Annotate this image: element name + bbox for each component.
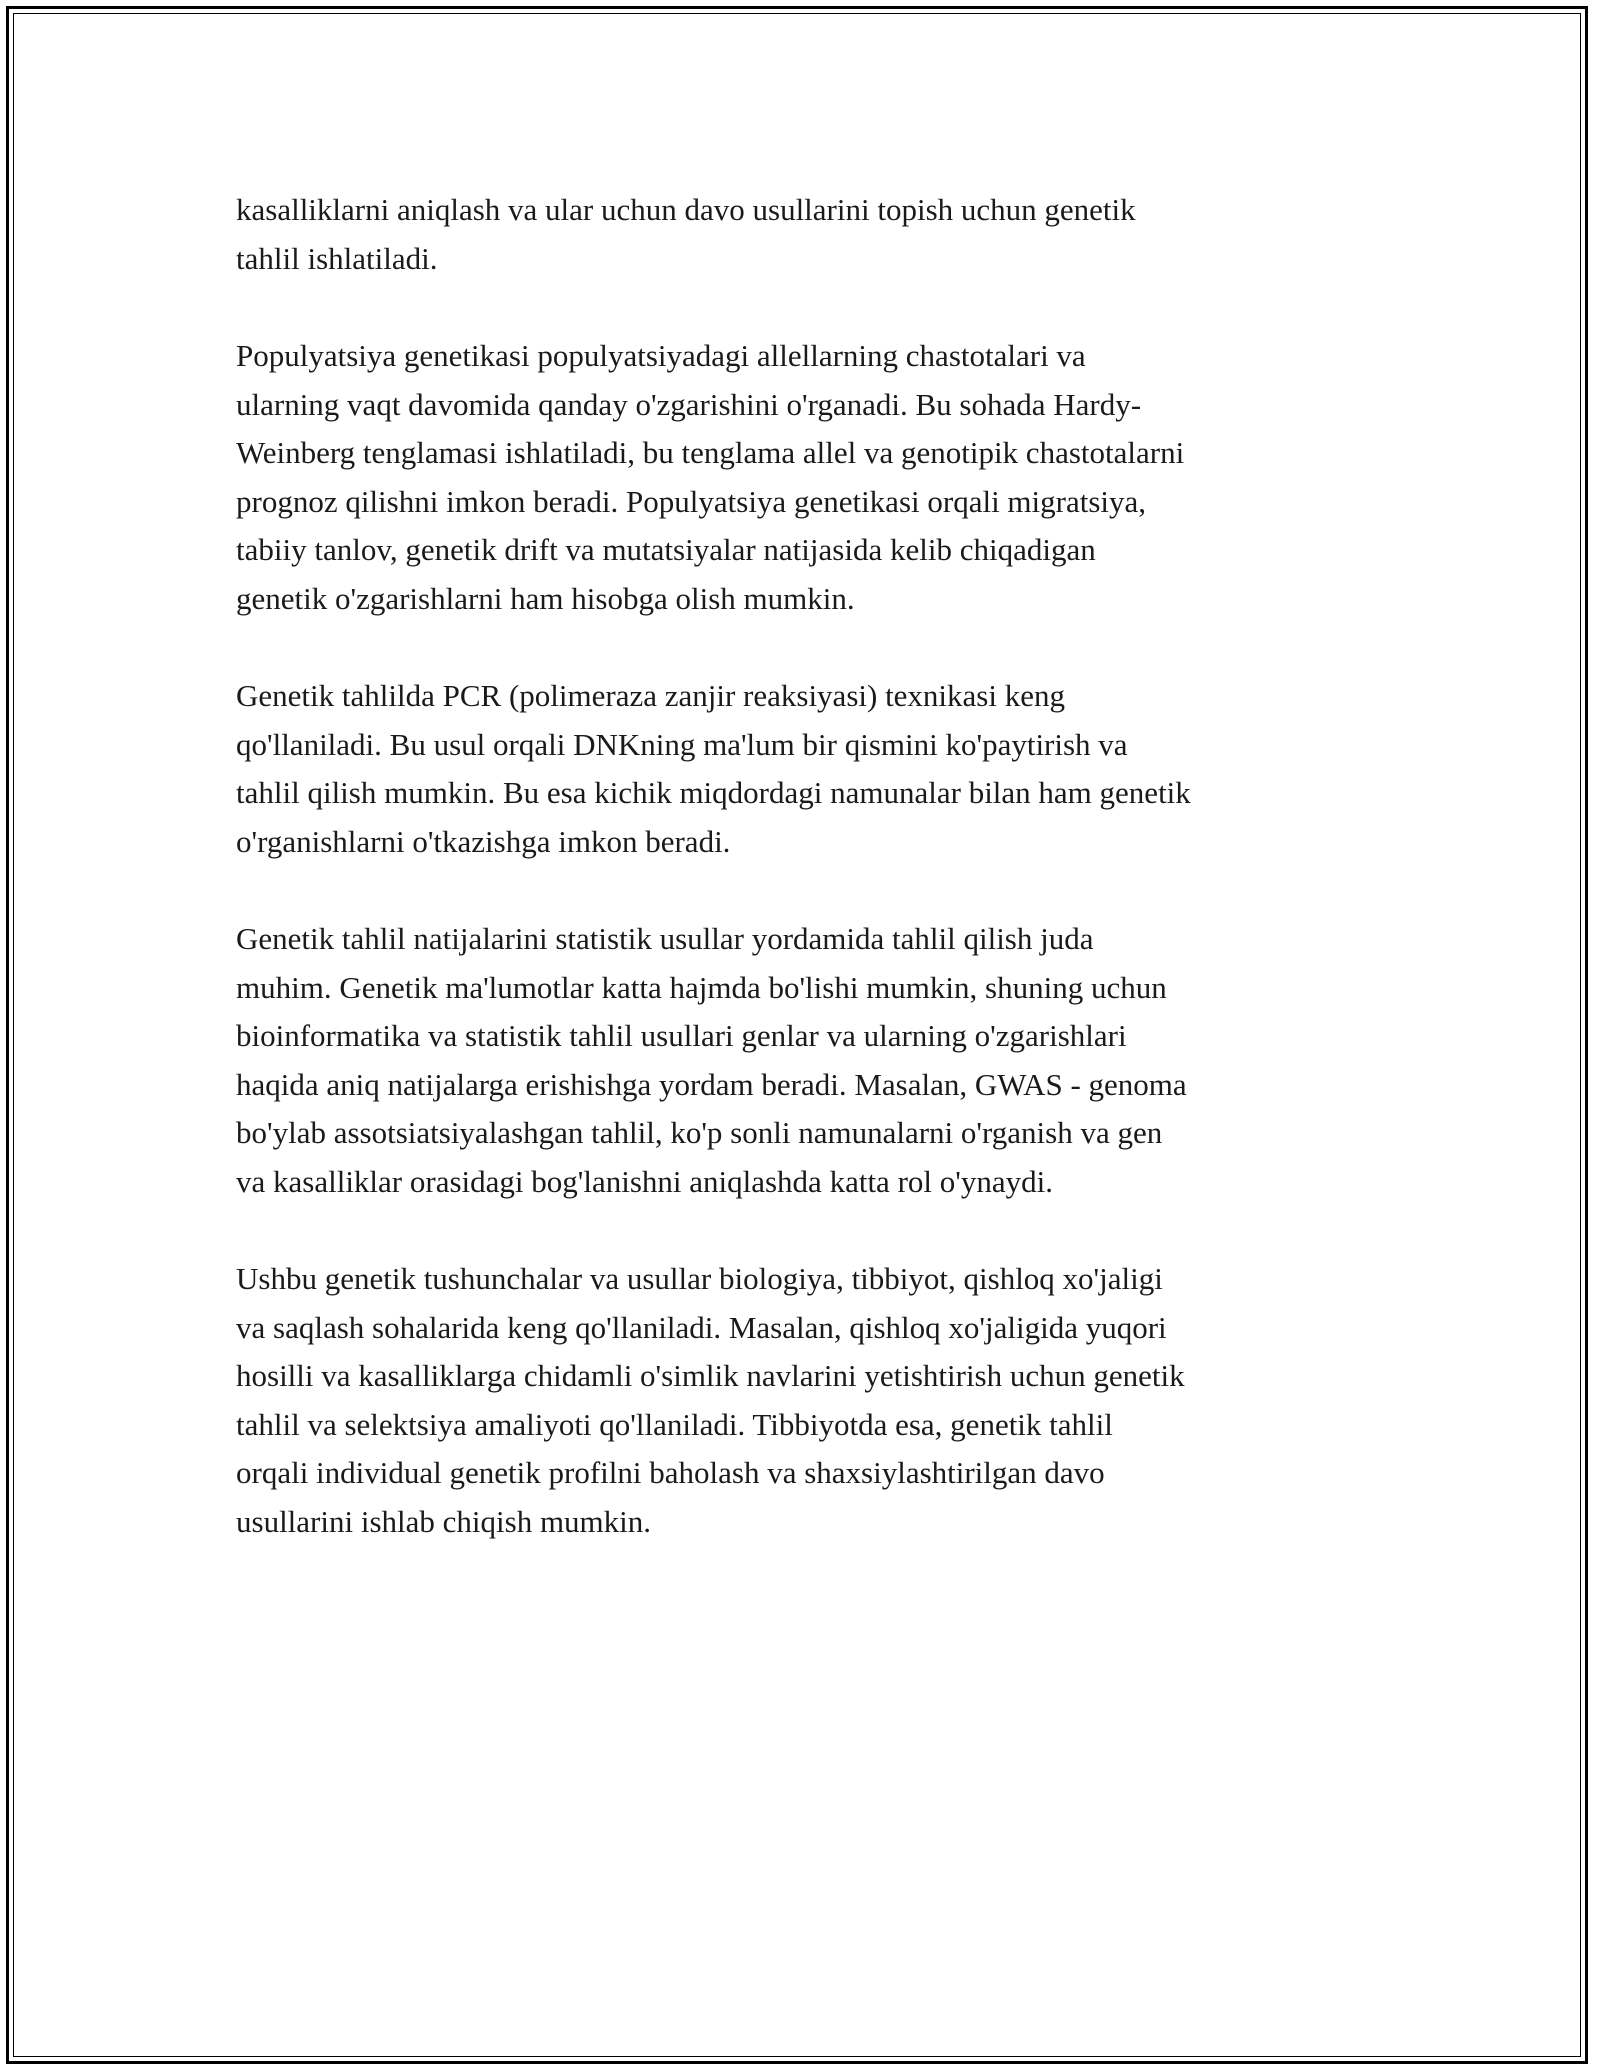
text-line: bo'ylab assotsiatsiyalashgan tahlil, ko'p sonli namunalarni o'rganish va gen xyxy=(236,1115,1163,1150)
paragraph-5 xyxy=(236,1255,1376,1546)
text-line: tahlil ishlatiladi. xyxy=(236,240,438,276)
text-line: orqali individual genetik profilni baholash va shaxsiylashtirilgan davo xyxy=(236,1455,1105,1490)
text-line: tahlil qilish mumkin. Bu esa kichik miqdordagi namunalar bilan ham genetik xyxy=(236,775,1191,810)
paragraph-4 xyxy=(236,915,1376,1206)
text-line: prognoz qilishni imkon beradi. Populyatsiya genetikasi orqali migratsiya, xyxy=(236,483,1147,519)
text-line: va kasalliklar orasidagi bog'lanishni aniqlashda katta rol o'ynaydi. xyxy=(236,1163,1053,1199)
text-line: haqida aniq natijalarga erishishga yordam beradi. Masalan, GWAS - genoma xyxy=(236,1066,1187,1102)
text-line: Weinberg tenglamasi ishlatiladi, bu tenglama allel va genotipik chastotalarni xyxy=(236,435,1185,470)
paragraph-1 xyxy=(236,186,1376,283)
text-line: qo'llaniladi. Bu usul orqali DNKning ma'lum bir qismini ko'paytirish va xyxy=(236,726,1128,762)
text-line: ularning vaqt davomida qanday o'zgarishini o'rganadi. Bu sohada Hardy- xyxy=(236,386,1142,422)
text-line: tahlil va selektsiya amaliyoti qo'llaniladi. Tibbiyotda esa, genetik tahlil xyxy=(236,1406,1113,1442)
paragraph-2 xyxy=(236,332,1376,623)
text-line: muhim. Genetik ma'lumotlar katta hajmda bo'lishi mumkin, shuning uchun xyxy=(236,969,1167,1005)
text-line: Genetik tahlilda PCR (polimeraza zanjir reaksiyasi) texnikasi keng xyxy=(236,678,1065,713)
text-line: Genetik tahlil natijalarini statistik usullar yordamida tahlil qilish juda xyxy=(236,921,1094,956)
text-line: kasalliklarni aniqlash va ular uchun davo usullarini topish uchun genetik xyxy=(236,192,1136,227)
text-line: genetik o'zgarishlarni ham hisobga olish mumkin. xyxy=(236,580,855,616)
text-line: Ushbu genetik tushunchalar va usullar biologiya, tibbiyot, qishloq xo'jaligi xyxy=(236,1261,1163,1296)
document-body xyxy=(236,186,1376,1595)
paragraph-3 xyxy=(236,672,1376,866)
text-line: o'rganishlarni o'tkazishga imkon beradi. xyxy=(236,823,731,859)
text-line: usullarini ishlab chiqish mumkin. xyxy=(236,1503,652,1539)
text-line: Populyatsiya genetikasi populyatsiyadagi allellarning chastotalari va xyxy=(236,338,1086,373)
text-line: va saqlash sohalarida keng qo'llaniladi. Masalan, qishloq xo'jaligida yuqori xyxy=(236,1309,1167,1345)
text-line: hosilli va kasalliklarga chidamli o'simlik navlarini yetishtirish uchun genetik xyxy=(236,1358,1185,1393)
text-line: bioinformatika va statistik tahlil usullari genlar va ularning o'zgarishlari xyxy=(236,1018,1127,1053)
text-line: tabiiy tanlov, genetik drift va mutatsiyalar natijasida kelib chiqadigan xyxy=(236,532,1096,567)
